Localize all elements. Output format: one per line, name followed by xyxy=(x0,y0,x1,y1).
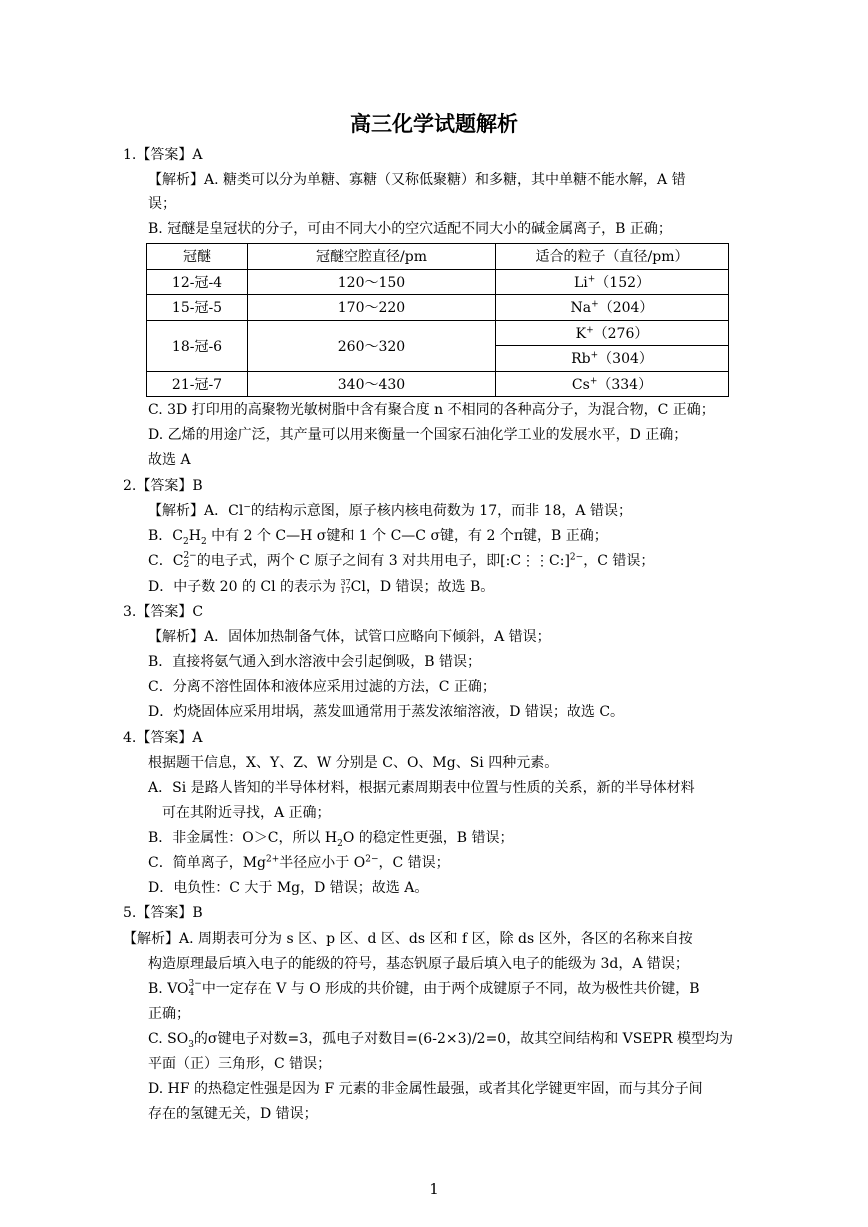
page-title: 高三化学试题解析 xyxy=(350,112,518,136)
q3-answer: 3.【答案】C xyxy=(123,604,204,620)
q3-analysis-c: C．分离不溶性固体和液体应采用过滤的方法，C 正确； xyxy=(148,679,496,695)
q5-analysis-b-cont: 正确； xyxy=(148,1006,190,1022)
q2-analysis-a: 【解析】A．Cl−的结构示意图，原子核内核电荷数为 17，而非 18，A 错误； xyxy=(148,502,632,519)
q2-analysis-d: D．中子数 20 的 Cl 的表示为 37 17 Cl，D 错误；故选 B。 xyxy=(148,578,495,595)
acetylide-electron-formula: [:C⋮⋮C:] xyxy=(500,553,570,569)
q1-conclusion: 故选 A xyxy=(148,452,191,468)
q3-analysis-a: 【解析】A．固体加热制备气体，试管口应略向下倾斜，A 错误； xyxy=(148,629,551,645)
q1-analysis-b: B. 冠醚是皇冠状的分子，可由不同大小的空穴适配不同大小的碱金属离子，B 正确； xyxy=(148,221,672,237)
table-cell: 120～150 xyxy=(248,269,496,295)
q4-analysis-b: B．非金属性：O＞C，所以 $H_2O$ 的稳定性更强，B 错误； xyxy=(148,830,514,849)
page-number: 1 xyxy=(429,1180,439,1198)
q4-analysis-d: D．电负性：C 大于 Mg，D 错误；故选 A。 xyxy=(148,880,429,896)
table-row xyxy=(147,371,729,397)
q5-analysis-c: C. $SO_3$的σ键电子对数=3，孤电子对数目=(6-2×3)/2=0，故其空间结构和 VSEPR 模型均为 xyxy=(148,1031,733,1050)
q4-analysis-a: A．Si 是路人皆知的半导体材料，根据元素周期表中位置与性质的关系，新的半导体材料 xyxy=(148,780,695,796)
table-cell: 170～220 xyxy=(248,295,496,321)
q5-analysis-a: 【解析】A. 周期表可分为 s 区、p 区、d 区、ds 区和 f 区，除 ds 区外，各区的名称来自按 xyxy=(123,931,693,947)
q5-analysis-d-cont: 存在的氢键无关，D 错误； xyxy=(148,1106,318,1122)
q1-analysis-a: 【解析】A. 糖类可以分为单糖、寡糖（又称低聚糖）和多糖，其中单糖不能水解，A 错 xyxy=(148,172,686,188)
table-cell: 12-冠-4 xyxy=(147,269,248,295)
table-cell: 260～320 xyxy=(248,320,496,371)
table-cell: 15-冠-5 xyxy=(147,295,248,321)
q5-analysis-a-cont: 构造原理最后填入电子的能级的符号，基态钒原子最后填入电子的能级为 3d，A 错误； xyxy=(148,956,689,972)
table-row xyxy=(147,320,729,346)
q5-answer: 5.【答案】B xyxy=(123,905,203,921)
table-header: 冠醚 xyxy=(147,244,248,270)
q3-analysis-b: B．直接将氨气通入到水溶液中会引起倒吸，B 错误； xyxy=(148,654,482,670)
q4-analysis-c: C．简单离子，$Mg^{2+}$半径应小于 $O^{2-}$，C 错误； xyxy=(148,854,450,871)
table-row xyxy=(147,269,729,295)
q4-intro: 根据题干信息，X、Y、Z、W 分别是 C、O、Mg、Si 四种元素。 xyxy=(148,755,559,771)
q2-answer: 2.【答案】B xyxy=(123,478,203,494)
q1-answer: 1.【答案】A xyxy=(123,147,203,163)
q5-analysis-b: B. VO 3− 4 中一定存在 V 与 O 形成的共价键，由于两个成键原子不同，故为极性共价键，B xyxy=(148,979,700,998)
q1-analysis-d: D. 乙烯的用途广泛，其产量可以用来衡量一个国家石油化学工业的发展水平，D 正确； xyxy=(148,427,688,443)
table-row xyxy=(147,295,729,321)
table-cell: Li+（152） xyxy=(496,269,729,295)
table-header: 冠醚空腔直径/pm xyxy=(248,244,496,270)
table-cell: 18-冠-6 xyxy=(147,320,248,371)
table-cell: 340～430 xyxy=(248,371,496,397)
q1-analysis-a-cont: 误； xyxy=(148,196,176,212)
table-cell: K+（276） xyxy=(496,320,729,346)
table-header-row xyxy=(147,244,729,270)
q4-answer: 4.【答案】A xyxy=(123,730,203,746)
q2-analysis-b: B．$C_2H_2$ 中有 2 个 C—H σ键和 1 个 C—C σ键，有 2 个π键，B 正确； xyxy=(148,528,608,547)
q4-analysis-a-cont: 可在其附近寻找，A 正确； xyxy=(162,805,331,821)
q5-analysis-d: D. HF 的热稳定性强是因为 F 元素的非金属性最强，或者其化学键更牢固，而与其分子间 xyxy=(148,1081,703,1097)
q3-analysis-d: D．灼烧固体应采用坩埚，蒸发皿通常用于蒸发浓缩溶液，D 错误；故选 C。 xyxy=(148,704,625,720)
q2-analysis-c: C．C 2− 2 的电子式，两个 C 原子之间有 3 对共用电子，即[:C⋮⋮C:]$^{2-}$，C 错误； xyxy=(148,551,655,570)
table-cell: Na+（204） xyxy=(496,295,729,321)
q5-analysis-c-cont: 平面（正）三角形，C 错误； xyxy=(148,1056,332,1072)
q1-analysis-c: C. 3D 打印用的高聚物光敏树脂中含有聚合度 n 不相同的各种高分子，为混合物，C 正确； xyxy=(148,402,715,418)
table-cell: Rb+（304） xyxy=(496,346,729,372)
table-cell: 21-冠-7 xyxy=(147,371,248,397)
table-cell: Cs+（334） xyxy=(496,371,729,397)
crown-ether-table xyxy=(146,243,729,397)
table-header: 适合的粒子（直径/pm） xyxy=(496,244,729,270)
